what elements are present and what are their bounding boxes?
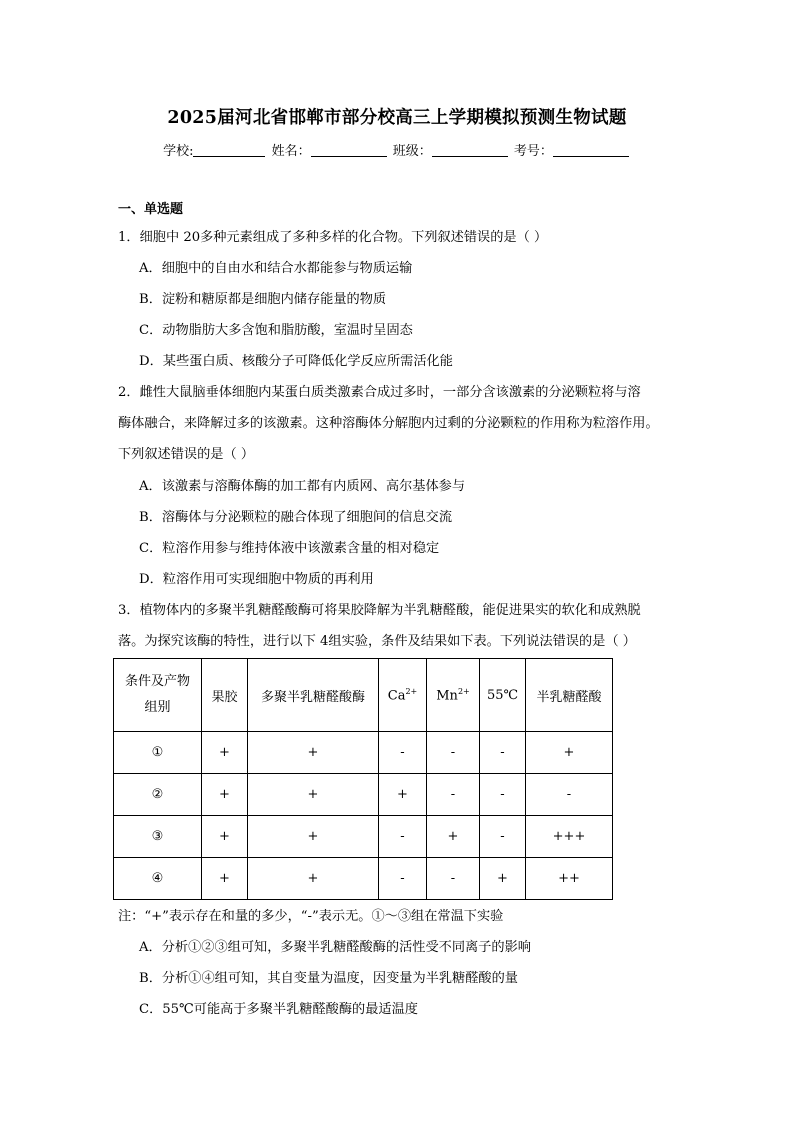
- table-cell: -: [379, 732, 427, 774]
- table-cell: -: [480, 816, 526, 858]
- table-row: [114, 816, 613, 858]
- question-3-stem-line: 3．植物体内的多聚半乳糖醛酸酶可将果胶降解为半乳糖醛酸，能促进果实的软化和成熟脱: [118, 603, 641, 618]
- class-label: 班级：: [392, 144, 432, 159]
- question-1-option-b: B．淀粉和糖原都是细胞内储存能量的物质: [139, 292, 387, 307]
- table-group-cell: ②: [114, 774, 202, 816]
- question-3-option-a: A．分析①②③组可知，多聚半乳糖醛酸酶的活性受不同离子的影响: [139, 940, 531, 955]
- exam-no-blank[interactable]: [553, 143, 629, 157]
- table-cell: +: [202, 774, 248, 816]
- table-cell: -: [427, 858, 480, 900]
- table-group-cell: ③: [114, 816, 202, 858]
- table-group-cell: ①: [114, 732, 202, 774]
- table-cell: +: [379, 774, 427, 816]
- question-2-option-a: A．该激素与溶酶体酶的加工都有内质网、高尔基体参与: [139, 479, 466, 494]
- table-cell: -: [427, 774, 480, 816]
- question-1-option-c: C．动物脂肪大多含饱和脂肪酸，室温时呈固态: [139, 323, 413, 338]
- question-3-option-c: C．55℃可能高于多聚半乳糖醛酸酶的最适温度: [139, 1002, 418, 1017]
- table-note: 注：“+”表示存在和量的多少，“-”表示无。①～③组在常温下实验: [118, 909, 504, 924]
- table-cell: +: [248, 732, 379, 774]
- question-2-stem-line: 下列叙述错误的是（ ）: [118, 447, 255, 462]
- table-cell: -: [526, 774, 613, 816]
- question-2-stem-line: 2．雌性大鼠脑垂体细胞内某蛋白质类激素合成过多时，一部分含该激素的分泌颗粒将与溶: [118, 385, 641, 400]
- table-cell: -: [379, 858, 427, 900]
- section-heading: 一、单选题: [118, 202, 184, 217]
- table-header-cell: 多聚半乳糖醛酸酶: [248, 659, 379, 732]
- question-1-option-a: A．细胞中的自由水和结合水都能参与物质运输: [139, 261, 413, 276]
- school-blank[interactable]: [193, 143, 265, 157]
- table-header-cell: 半乳糖醛酸: [526, 659, 613, 732]
- question-2-option-c: C．粒溶作用参与维持体液中该激素含量的相对稳定: [139, 541, 440, 556]
- name-blank[interactable]: [311, 143, 387, 157]
- experiment-table: [113, 658, 613, 900]
- table-row: [114, 732, 613, 774]
- table-cell: +: [248, 774, 379, 816]
- table-header-row: [114, 659, 613, 732]
- page-title: 2025届河北省邯郸市部分校高三上学期模拟预测生物试题: [167, 108, 627, 128]
- question-3-option-b: B．分析①④组可知，其自变量为温度，因变量为半乳糖醛酸的量: [139, 971, 518, 986]
- table-cell: +: [526, 732, 613, 774]
- table-cell: -: [427, 732, 480, 774]
- table-cell: -: [480, 774, 526, 816]
- exam-no-label: 考号：: [513, 144, 553, 159]
- table-cell: +: [427, 816, 480, 858]
- table-cell: -: [379, 816, 427, 858]
- table-group-cell: ④: [114, 858, 202, 900]
- question-1-stem: 1．细胞中 20多种元素组成了多种多样的化合物。下列叙述错误的是（ ）: [118, 230, 548, 245]
- name-label: 姓名：: [271, 144, 311, 159]
- table-cell: +: [202, 732, 248, 774]
- table-cell: ++: [526, 858, 613, 900]
- table-cell: +++: [526, 816, 613, 858]
- table-cell: +: [202, 858, 248, 900]
- table-cell: +: [202, 816, 248, 858]
- table-header-cell: 果胶: [202, 659, 248, 732]
- table-header-condition: 条件及产物 组别: [114, 659, 202, 732]
- student-info-line: [0, 140, 794, 159]
- table-header-cell: 55℃: [480, 659, 526, 732]
- table-cell: +: [248, 816, 379, 858]
- school-label: 学校:: [163, 144, 194, 159]
- question-2-stem-line: 酶体融合，来降解过多的该激素。这种溶酶体分解胞内过剩的分泌颗粒的作用称为粒溶作用。: [118, 416, 659, 431]
- table-row: [114, 858, 613, 900]
- table-cell: -: [480, 732, 526, 774]
- question-2-option-d: D．粒溶作用可实现细胞中物质的再利用: [139, 572, 374, 587]
- class-blank[interactable]: [432, 143, 508, 157]
- table-cell: +: [480, 858, 526, 900]
- table-header-cell: $Mn^{2+}$: [427, 659, 480, 732]
- table-header-cell: $Ca^{2+}$: [379, 659, 427, 732]
- table-cell: +: [248, 858, 379, 900]
- table-row: [114, 774, 613, 816]
- question-2-option-b: B．溶酶体与分泌颗粒的融合体现了细胞间的信息交流: [139, 510, 453, 525]
- question-1-option-d: D．某些蛋白质、核酸分子可降低化学反应所需活化能: [139, 354, 453, 369]
- question-3-stem-line: 落。为探究该酶的特性，进行以下 4组实验，条件及结果如下表。下列说法错误的是（ ）: [118, 634, 636, 649]
